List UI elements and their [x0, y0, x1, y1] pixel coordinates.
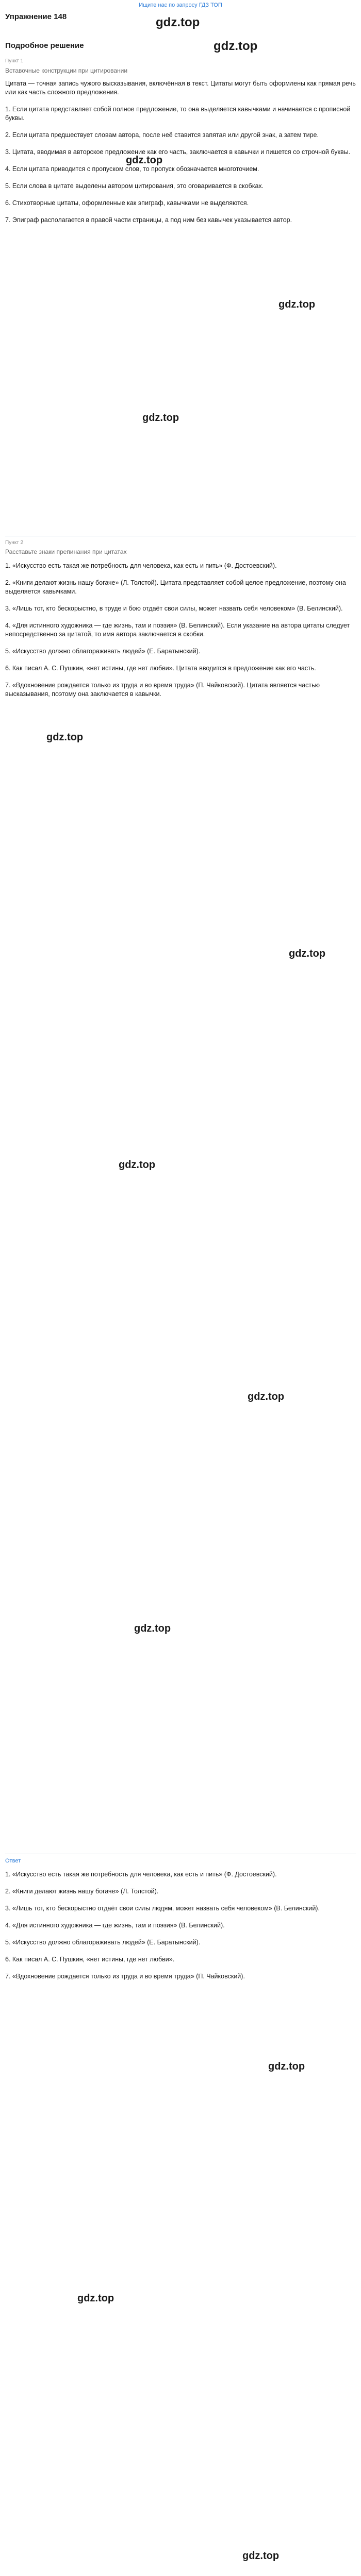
answer-paragraph: 4. «Для истинного художника — где жизнь, там и поэзия» (В. Белинский).: [5, 1922, 225, 1929]
answer-paragraph: 5. «Искусство должно облагораживать людей» (Е. Баратынский).: [5, 1939, 201, 1946]
paragraph: 4. «Для истинного художника — где жизнь, там и поэзия» (В. Белинский). Если указание на автора цитаты следует непосредственно за цитатой, то имя автора заключается в скобки.: [5, 622, 350, 638]
watermark: gdz.top: [248, 1391, 285, 1402]
watermark: gdz.top: [142, 412, 179, 423]
part1-text: [5, 79, 356, 233]
answer-paragraph: 2. «Книги делают жизнь нашу богаче» (Л. Толстой).: [5, 1888, 159, 1895]
part2-intro: Расставьте знаки препинания при цитатах: [5, 548, 127, 555]
answer-paragraph: 6. Как писал А. С. Пушкин, «нет истины, где нет любви».: [5, 1956, 175, 1963]
watermark: gdz.top: [156, 15, 200, 29]
paragraph: 6. Как писал А. С. Пушкин, «нет истины, где нет любви». Цитата вводится в предложение как его часть.: [5, 665, 316, 672]
answer-paragraph: 3. «Лишь тот, кто бескорыстно отдаёт свои силы людям, может назвать себя человеком» (В. Белинский).: [5, 1905, 320, 1912]
part2-text: [5, 562, 356, 707]
part1-label: Пункт 1: [5, 58, 24, 64]
paragraph: Цитата — точная запись чужого высказывания, включённая в текст. Цитаты могут быть оформлены как прямая речь или как часть сложного предложения.: [5, 80, 356, 96]
watermark: gdz.top: [119, 1159, 156, 1171]
watermark: gdz.top: [126, 155, 163, 166]
watermark: gdz.top: [77, 2293, 114, 2304]
answer-label: Ответ: [5, 1858, 21, 1864]
answer-text: [5, 1870, 356, 1989]
paragraph: 3. Цитата, вводимая в авторское предложение как его часть, заключается в кавычки и пишется со строчной буквы.: [5, 148, 351, 156]
paragraph: 3. «Лишь тот, кто бескорыстно, в труде и бою отдаёт свои силы, может назвать себя человеком» (В. Белинский).: [5, 605, 343, 612]
paragraph: 7. «Вдохновение рождается только из труда и во время труда» (П. Чайковский). Цитата является частью высказывания, поэтому она заключается в кавычки.: [5, 682, 320, 698]
paragraph: 4. Если цитата приводится с пропуском слов, то пропуск обозначается многоточием.: [5, 165, 259, 173]
exercise-title: Упражнение 148: [5, 12, 67, 21]
paragraph: 5. «Искусство должно облагораживать людей» (Е. Баратынский).: [5, 648, 201, 655]
answer-paragraph: 7. «Вдохновение рождается только из труда и во время труда» (П. Чайковский).: [5, 1973, 245, 1980]
paragraph: 1. «Искусство есть такая же потребность для человека, как есть и пить» (Ф. Достоевский).: [5, 562, 277, 569]
watermark: gdz.top: [242, 2550, 280, 2562]
paragraph: 6. Стихотворные цитаты, оформленные как эпиграф, кавычками не выделяются.: [5, 199, 249, 207]
part2-label: Пункт 2: [5, 540, 24, 546]
watermark: gdz.top: [278, 299, 316, 310]
paragraph: 2. Если цитата предшествует словам автора, после неё ставится запятая или другой знак, а затем тире.: [5, 131, 319, 139]
top-banner[interactable]: Ищите нас по запросу ГДЗ ТОП: [139, 2, 222, 8]
paragraph: 2. «Книги делают жизнь нашу богаче» (Л. Толстой). Цитата представляет собой целое предложение, поэтому она выделяется кавычками.: [5, 579, 346, 595]
paragraph: 1. Если цитата представляет собой полное предложение, то она выделяется кавычками и начинается с прописной буквы.: [5, 106, 351, 122]
watermark: gdz.top: [289, 948, 326, 959]
solution-title: Подробное решение: [5, 41, 84, 50]
answer-paragraph: 1. «Искусство есть такая же потребность для человека, как есть и пить» (Ф. Достоевский).: [5, 1871, 277, 1878]
watermark: gdz.top: [214, 39, 258, 53]
watermark: gdz.top: [46, 732, 84, 743]
part1-intro: Вставочные конструкции при цитировании: [5, 67, 128, 74]
paragraph: 7. Эпиграф располагается в правой части страницы, а под ним без кавычек указывается автор.: [5, 216, 292, 224]
paragraph: 5. Если слова в цитате выделены автором цитирования, это оговаривается в скобках.: [5, 182, 264, 190]
watermark: gdz.top: [134, 1623, 171, 1634]
watermark: gdz.top: [268, 2061, 305, 2072]
